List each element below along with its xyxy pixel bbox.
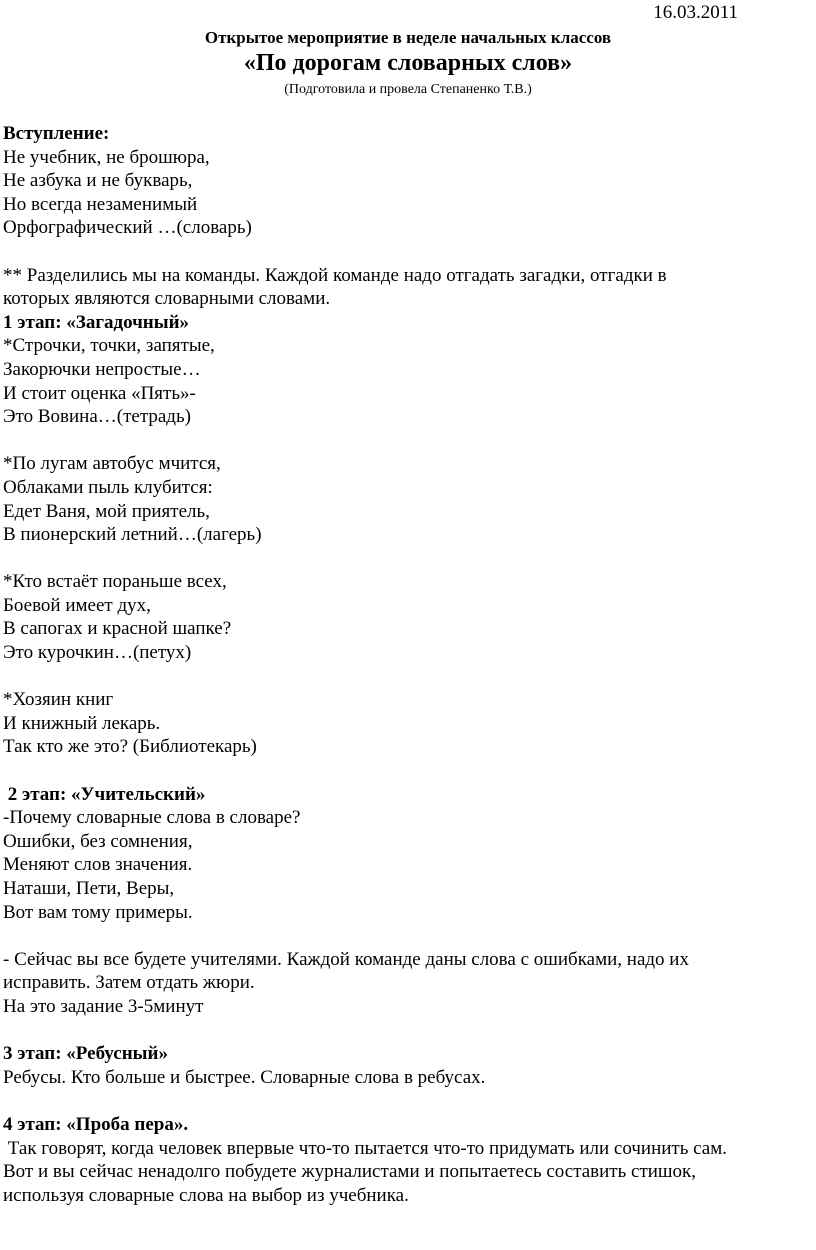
spacer [3,429,813,453]
task-line: - Сейчас вы все будете учителями. Каждой команде даны слова с ошибками, надо их [3,948,689,970]
stage3-heading: 3 этап: «Ребусный» [3,1043,168,1065]
riddle-line: И стоит оценка «Пять»- [3,382,196,404]
teams-paragraph-line: которых являются словарными словами. [3,288,331,310]
task-line: исправить. Затем отдать жюри. [3,972,255,994]
riddle-line: Облаками пыль клубится: [3,476,213,498]
spacer [3,1089,813,1113]
intro-line: Но всегда незаменимый [3,193,198,215]
intro-line: Не учебник, не брошюра, [3,146,210,168]
riddle-line: Боевой имеет дух, [3,594,151,616]
intro-line: Не азбука и не букварь, [3,170,193,192]
spacer [3,665,813,689]
riddle-line: Едет Ваня, мой приятель, [3,500,210,522]
author-note: (Подготовила и провела Степаненко Т.В.) [284,82,532,97]
poem-line: Наташи, Пети, Веры, [3,878,175,899]
stage3-text: Ребусы. Кто больше и быстрее. Словарные слова в ребусах. [3,1066,486,1088]
event-heading: Открытое мероприятие в неделе начальных классов [204,28,612,47]
riddle-line: Так кто же это? (Библиотекарь) [3,736,257,758]
spacer [3,1019,813,1043]
riddle-line: *По лугам автобус мчится, [3,453,221,475]
document-title: «По дорогам словарных слов» [243,50,573,76]
riddle-line: В сапогах и красной шапке? [3,618,232,640]
spacer [3,240,813,264]
document-date: 16.03.2011 [653,2,738,23]
spacer [3,924,813,948]
poem-line: Ошибки, без сомнения, [3,830,193,852]
task-line: На это задание 3-5минут [3,995,204,1017]
stage4-line: Вот и вы сейчас ненадолго побудете журналистами и попытаетесь составить стишок, [3,1161,697,1183]
document-body [3,122,813,1207]
stage4-heading: 4 этап: «Проба пера». [3,1113,189,1135]
intro-heading: Вступление: [3,123,110,144]
riddle-line: Это курочкин…(петух) [3,642,192,664]
stage4-line: используя словарные слова на выбор из учебника. [3,1184,409,1206]
teams-paragraph-line: ** Разделились мы на команды. Каждой команде надо отгадать загадки, отгадки в [3,264,667,286]
riddle-line: Закорючки непростые… [3,358,201,380]
riddle-line: И книжный лекарь. [3,712,161,734]
riddle-line: *Кто встаёт пораньше всех, [3,571,227,593]
riddle-line: Это Вовина…(тетрадь) [3,406,191,428]
spacer [3,547,813,571]
riddle-line: *Хозяин книг [3,689,114,711]
stage4-line: Так говорят, когда человек впервые что-то пытается что-то придумать или сочинить сам. [3,1137,728,1159]
poem-line: Вот вам тому примеры. [3,901,193,923]
intro-line: Орфографический …(словарь) [3,217,252,239]
poem-line: -Почему словарные слова в словаре? [3,807,301,829]
riddle-line: В пионерский летний…(лагерь) [3,524,262,546]
spacer [3,759,813,783]
riddle-line: *Строчки, точки, запятые, [3,335,215,357]
stage1-heading: 1 этап: «Загадочный» [3,311,190,333]
stage2-heading: 2 этап: «Учительский» [3,783,206,805]
poem-line: Меняют слов значения. [3,854,193,876]
